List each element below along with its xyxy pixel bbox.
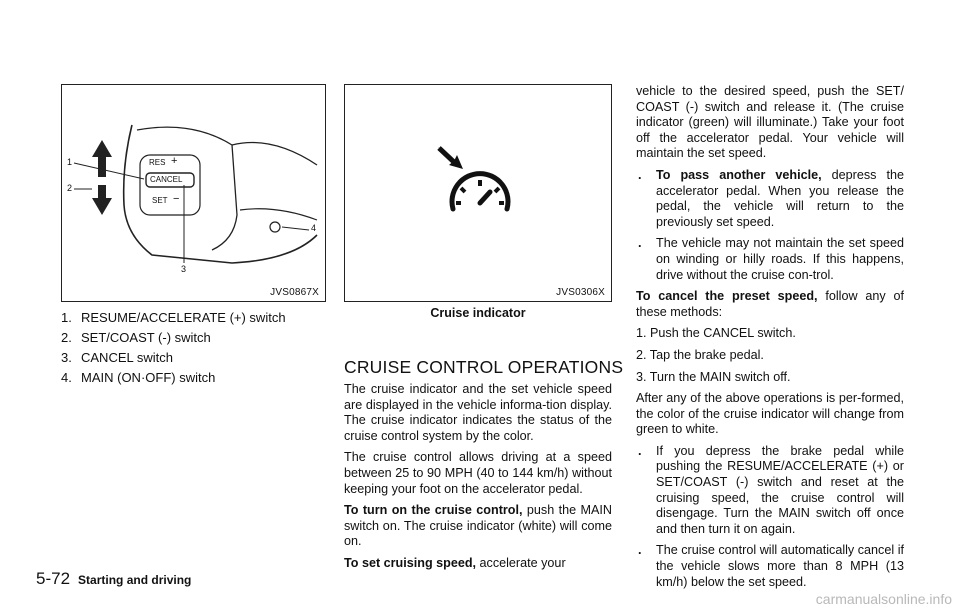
bullet-item: . To pass another vehicle, depress the accelerator pedal. When you release the pedal, the vehicle will return to the previously set speed. [638,167,904,229]
paragraph: The cruise indicator and the set vehicle speed are displayed in the vehicle informa-tion display. The cruise indicator indicates the status of the cruise control system by the color. [344,382,612,443]
list-item: 1. Push the CANCEL switch. [636,326,796,341]
set-label: SET [152,196,168,205]
figure-code: JVS0867X [270,287,319,298]
list-item: 1. RESUME/ACCELERATE (+) switch [61,310,286,325]
figure-caption: Cruise indicator [430,306,526,320]
page-footer [36,569,191,589]
paragraph: To set cruising speed, accelerate your [344,555,566,570]
bullet-item: . The vehicle may not maintain the set speed on winding or hilly roads. If this happens, drive without the cruise con-trol. [638,236,904,282]
bullet-item: . If you depress the brake pedal while pushing the RESUME/ACCELERATE (+) or SET/COAST (-) switch and reset at the cruising speed, the cruise control will disengage. Turn the MAIN switch off once and then turn it on again. [638,443,904,536]
paragraph: The cruise control allows driving at a speed between 25 to 90 MPH (40 to 144 km/h) without keeping your foot on the accelerator pedal. [344,450,612,496]
watermark-link[interactable]: carmanualsonline.info [815,591,952,607]
paragraph: To turn on the cruise control, push the MAIN switch on. The cruise indicator (white) will come on. [344,503,612,549]
callout-3: 3 [181,264,187,274]
cancel-label: CANCEL [150,175,183,184]
figure-code: JVS0306X [556,287,605,298]
figure-steering-switches [61,84,326,302]
callout-1: 1 [67,157,73,167]
column-3-text [636,84,904,596]
cruise-indicator-icon [345,85,610,300]
paragraph: vehicle to the desired speed, push the SET/ COAST (-) switch and release it. (The cruise indicator (green) will illuminate.) Take your foot off the accelerator pedal. Your vehicle will maintain the set speed. [636,84,904,161]
bullet-item: . The cruise control will automatically cancel if the vehicle slows more than 8 MPH (13 km/h) below the set speed. [638,543,904,589]
list-item: 3. CANCEL switch [61,350,173,365]
column-2-text [344,382,612,578]
set-minus: − [173,193,180,205]
res-plus: + [171,155,178,167]
paragraph: After any of the above operations is per-formed, the color of the cruise indicator will change from green to white. [636,391,904,437]
callout-4: 4 [311,223,317,233]
figure-cruise-indicator [344,84,612,302]
page-number: 5-72 [36,569,71,588]
list-item: 3. Turn the MAIN switch off. [636,369,791,384]
list-item: 2. SET/COAST (-) switch [61,330,211,345]
switch-legend [61,308,331,388]
callout-2: 2 [67,183,73,193]
paragraph: To cancel the preset speed, follow any of these methods: [636,289,904,319]
list-item: 2. Tap the brake pedal. [636,347,764,362]
list-item: 4. MAIN (ON·OFF) switch [61,370,216,385]
section-name: Starting and driving [78,573,192,587]
steering-switch-illustration [62,85,324,300]
res-label: RES [149,158,166,167]
section-heading: CRUISE CONTROL OPERATIONS [344,357,624,377]
